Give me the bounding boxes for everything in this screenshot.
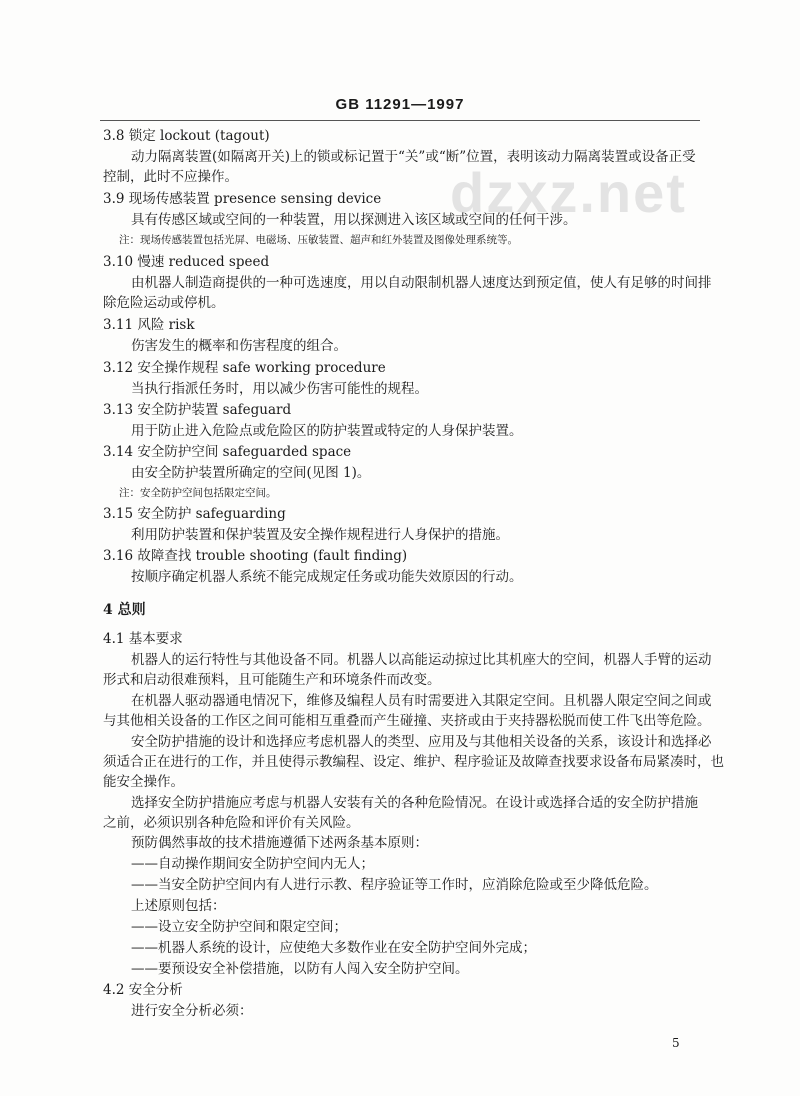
text-line: 须适合正在进行的工作，并且使得示教编程、设定、维护、程序验证及故障查找要求设备布局紧凑时，也 [103,754,724,770]
text-line: 利用防护装置和保护装置及安全操作规程进行人身保护的措施。 [131,527,509,543]
text-line: 具有传感区域或空间的一种装置，用以探测进入该区域或空间的任何干涉。 [131,212,577,228]
text-line: 控制，此时不应操作。 [103,169,238,185]
text-line: 当执行指派任务时，用以减少伤害可能性的规程。 [131,381,428,397]
text-line: 按顺序确定机器人系统不能完成规定任务或功能失效原因的行动。 [131,569,523,585]
text-line: ——设立安全防护空间和限定空间； [131,919,347,935]
text-line: 3.9 现场传感装置 presence sensing device [103,191,382,207]
text-line: ——要预设安全补偿措施，以防有人闯入安全防护空间。 [131,961,469,977]
text-line: 3.13 安全防护装置 safeguard [103,402,292,418]
text-line: 在机器人驱动器通电情况下，维修及编程人员有时需要进入其限定空间。且机器人限定空间之间或 [131,693,712,709]
text-line: 4 总则 [103,602,146,618]
text-line: 注：安全防护空间包括限定空间。 [119,487,277,499]
text-line: ——自动操作期间安全防护空间内无人； [131,856,374,872]
text-line: 3.10 慢速 reduced speed [103,254,270,270]
text-line: 预防偶然事故的技术措施遵循下述两条基本原则： [131,835,428,851]
text-line: 由安全防护装置所确定的空间(见图 1)。 [131,465,371,481]
text-line: 与其他相关设备的工作区之间可能相互重叠而产生碰撞、夹挤或由于夹持器松脱而使工件飞出等危险。 [103,713,711,729]
text-line: 3.14 安全防护空间 safeguarded space [103,444,352,460]
text-line: 4.1 基本要求 [103,631,183,647]
text-line: 3.16 故障查找 trouble shooting (fault finding) [103,548,408,564]
text-line: 用于防止进入危险点或危险区的防护装置或特定的人身保护装置。 [131,423,523,439]
text-line: 之前，必须识别各种危险和评价有关风险。 [103,815,360,831]
watermark: dzxz.net [450,161,687,224]
text-line: 注：现场传感装置包括光屏、电磁场、压敏装置、超声和红外装置及图像处理系统等。 [119,234,518,246]
text-line: 上述原则包括： [131,898,226,914]
text-line: 选择安全防护措施应考虑与机器人安装有关的各种危险情况。在设计或选择合适的安全防护措施 [131,795,698,811]
text-line: 3.11 风险 risk [103,317,195,333]
text-line: 3.8 锁定 lockout (tagout) [103,128,270,144]
text-line: 机器人的运行特性与其他设备不同。机器人以高能运动掠过比其机座大的空间，机器人手臂的运动 [131,652,712,668]
text-line: 动力隔离装置(如隔离开关)上的锁或标记置于“关”或“断”位置，表明该动力隔离装置或设备正受 [131,149,696,165]
text-line: ——机器人系统的设计，应使绝大多数作业在安全防护空间外完成； [131,940,536,956]
text-line: 安全防护措施的设计和选择应考虑机器人的类型、应用及与其他相关设备的关系，该设计和选择必 [131,734,712,750]
text-line: 3.12 安全操作规程 safe working procedure [103,360,386,376]
text-line: 能安全操作。 [103,774,184,790]
page-number: 5 [672,1036,680,1050]
text-line: 形式和启动很难预料，且可能随生产和环境条件而改变。 [103,672,441,688]
header-rule [100,120,700,121]
text-line: 除危险运动或停机。 [103,295,225,311]
text-line: 进行安全分析必须： [131,1003,253,1019]
text-line: 伤害发生的概率和伤害程度的组合。 [131,338,347,354]
text-line: ——当安全防护空间内有人进行示教、程序验证等工作时，应消除危险或至少降低危险。 [131,877,658,893]
document-header: GB 11291—1997 [335,96,465,113]
text-line: 4.2 安全分析 [103,982,183,998]
text-line: 3.15 安全防护 safeguarding [103,506,286,522]
text-line: 由机器人制造商提供的一种可选速度，用以自动限制机器人速度达到预定值，使人有足够的时间排 [131,275,712,291]
